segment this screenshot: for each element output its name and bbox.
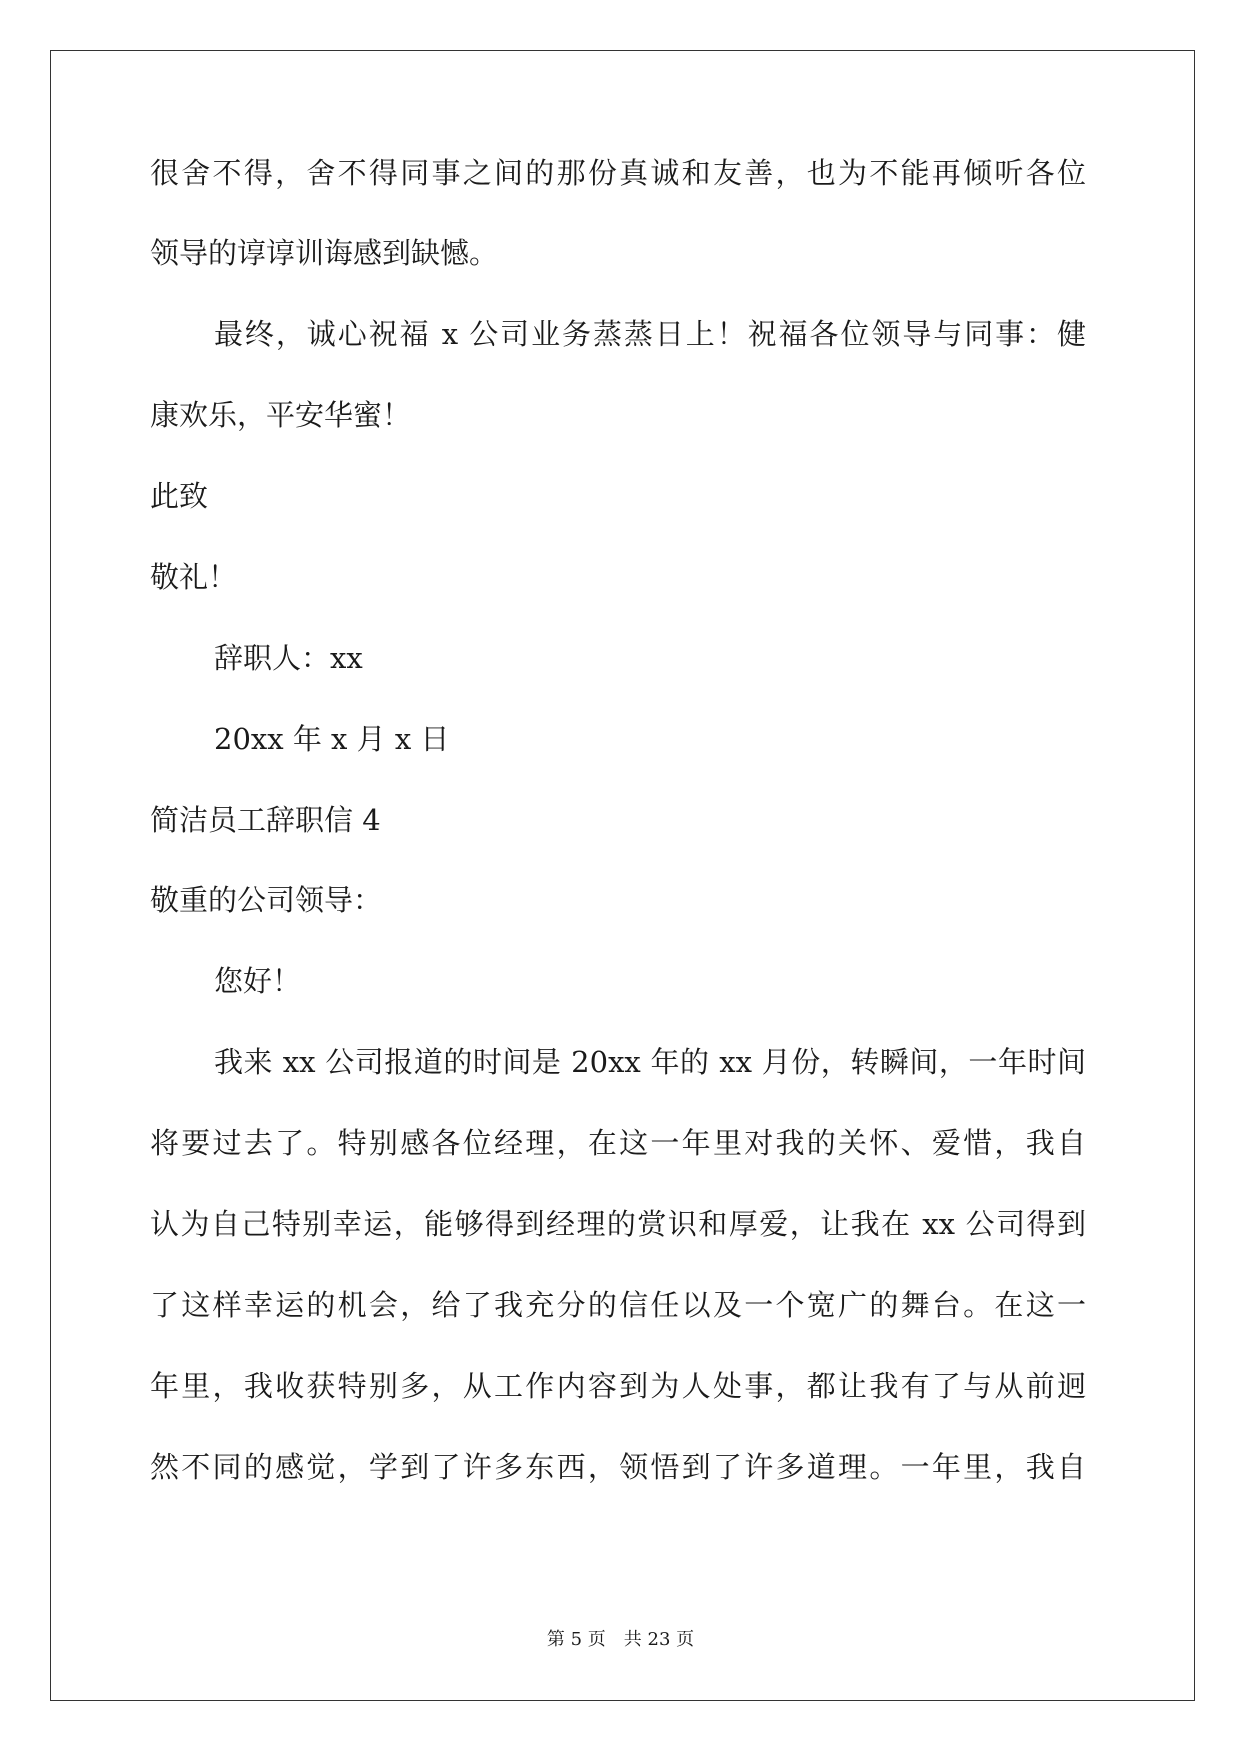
text-line: 将要过去了。特别感各位经理，在这一年里对我的关怀、爱惜，我自 [150,1126,1086,1160]
greeting: 您好！ [214,964,302,998]
salutation-closing: 敬礼！ [150,560,238,594]
text-line: 年里，我收获特别多，从工作内容到为人处事，都让我有了与从前迥 [150,1369,1086,1403]
text-line: 了这样幸运的机会，给了我充分的信任以及一个宽广的舞台。在这一 [150,1288,1086,1322]
closing-phrase: 此致 [150,479,209,513]
page-total: 共 23 页 [623,1629,695,1650]
text-line: 然不同的感觉，学到了许多东西，领悟到了许多道理。一年里，我自 [150,1450,1086,1484]
page-number: 第 5 页 [546,1629,606,1650]
text-line: 很舍不得，舍不得同事之间的那份真诚和友善，也为不能再倾听各位 [150,156,1086,190]
text-line: 领导的谆谆训诲感到缺憾。 [150,236,499,270]
text-line: 认为自己特别幸运，能够得到经理的赏识和厚爱，让我在 xx 公司得到 [150,1207,1086,1241]
date-line: 20xx 年 x 月 x 日 [214,722,450,756]
text-line: 康欢乐，平安华蜜！ [150,398,412,432]
page-footer [0,1628,1241,1652]
text-line: 我来 xx 公司报道的时间是 20xx 年的 xx 月份，转瞬间，一年时间 [214,1045,1086,1079]
signature-line: 辞职人：xx [214,641,363,675]
greeting-recipient: 敬重的公司领导： [150,883,383,917]
section-title: 简洁员工辞职信 4 [150,803,381,837]
text-line: 最终，诚心祝福 x 公司业务蒸蒸日上！祝福各位领导与同事：健 [214,317,1086,351]
